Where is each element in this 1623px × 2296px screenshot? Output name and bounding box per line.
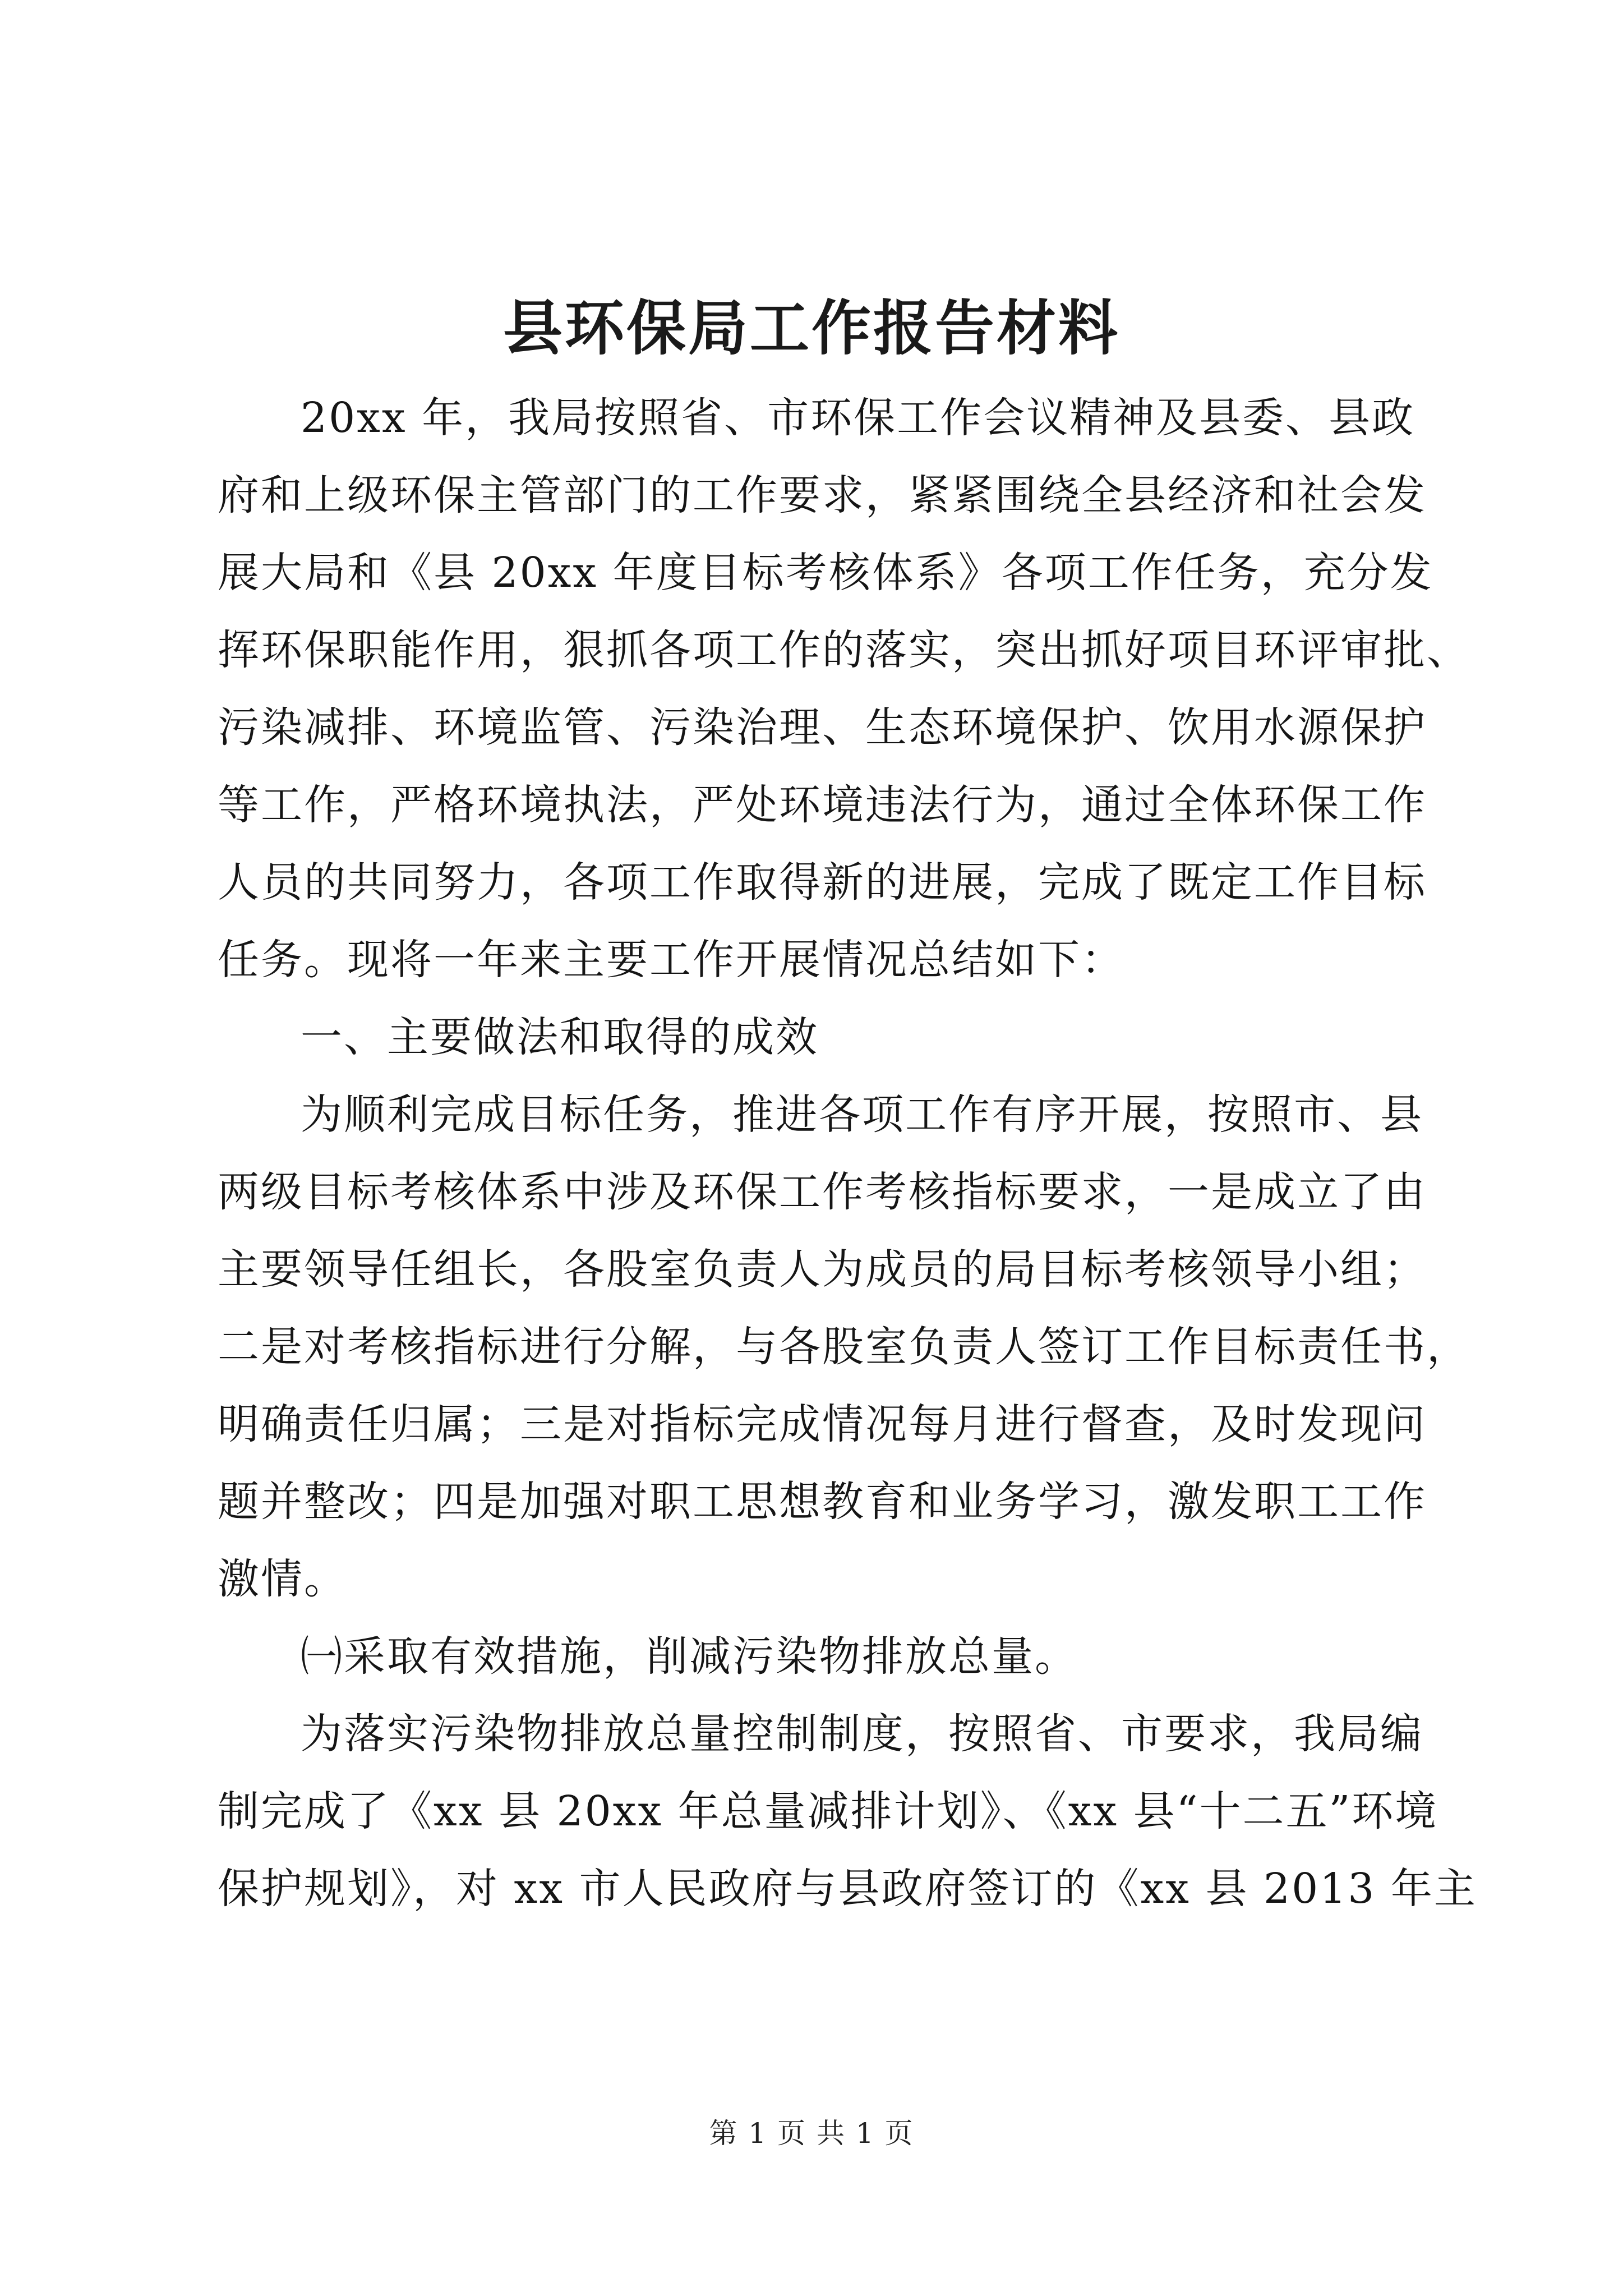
paragraph-line: 污染减排、环境监管、污染治理、生态环境保护、饮用水源保护 [218,703,1427,752]
paragraph-line: 等工作，严格环境执法，严处环境违法行为，通过全体环保工作 [218,781,1427,829]
paragraph-line: 为落实污染物排放总量控制制度，按照省、市要求，我局编 [301,1710,1423,1758]
paragraph-line: 两级目标考核体系中涉及环保工作考核指标要求，一是成立了由 [218,1168,1427,1216]
document-title: 县环保局工作报告材料 [503,293,1120,363]
paragraph-line: 府和上级环保主管部门的工作要求，紧紧围绕全县经济和社会发 [218,471,1427,519]
paragraph-line: 题并整改；四是加强对职工思想教育和业务学习，激发职工工作 [218,1478,1427,1526]
paragraph-line: 主要领导任组长，各股室负责人为成员的局目标考核领导小组； [218,1245,1427,1294]
paragraph-line: 为顺利完成目标任务，推进各项工作有序开展，按照市、县 [301,1091,1423,1139]
paragraph-line: 挥环保职能作用，狠抓各项工作的落实，突出抓好项目环评审批、 [218,626,1470,674]
paragraph-line: 人员的共同努力，各项工作取得新的进展，完成了既定工作目标 [218,858,1427,907]
paragraph-line: 二是对考核指标进行分解，与各股室负责人签订工作目标责任书， [218,1323,1470,1371]
section-heading: 一、主要做法和取得的成效 [301,1013,819,1061]
paragraph-line: 展大局和《县 20xx 年度目标考核体系》各项工作任务，充分发 [218,549,1433,597]
page-number: 第 1 页 共 1 页 [709,2117,914,2150]
paragraph-line: 保护规划》，对 xx 市人民政府与县政府签订的《xx 县 2013 年主 [218,1865,1477,1913]
subsection-heading: ㈠采取有效措施，削减污染物排放总量。 [301,1632,1078,1681]
paragraph-line: 20xx 年，我局按照省、市环保工作会议精神及县委、县政 [301,394,1415,442]
paragraph-line: 激情。 [218,1555,347,1603]
paragraph-line: 制完成了《xx 县 20xx 年总量减排计划》、《xx 县“十二五”环境 [218,1787,1438,1835]
paragraph-line: 明确责任归属；三是对指标完成情况每月进行督查，及时发现问 [218,1400,1427,1448]
paragraph-line: 任务。现将一年来主要工作开展情况总结如下： [218,936,1124,984]
